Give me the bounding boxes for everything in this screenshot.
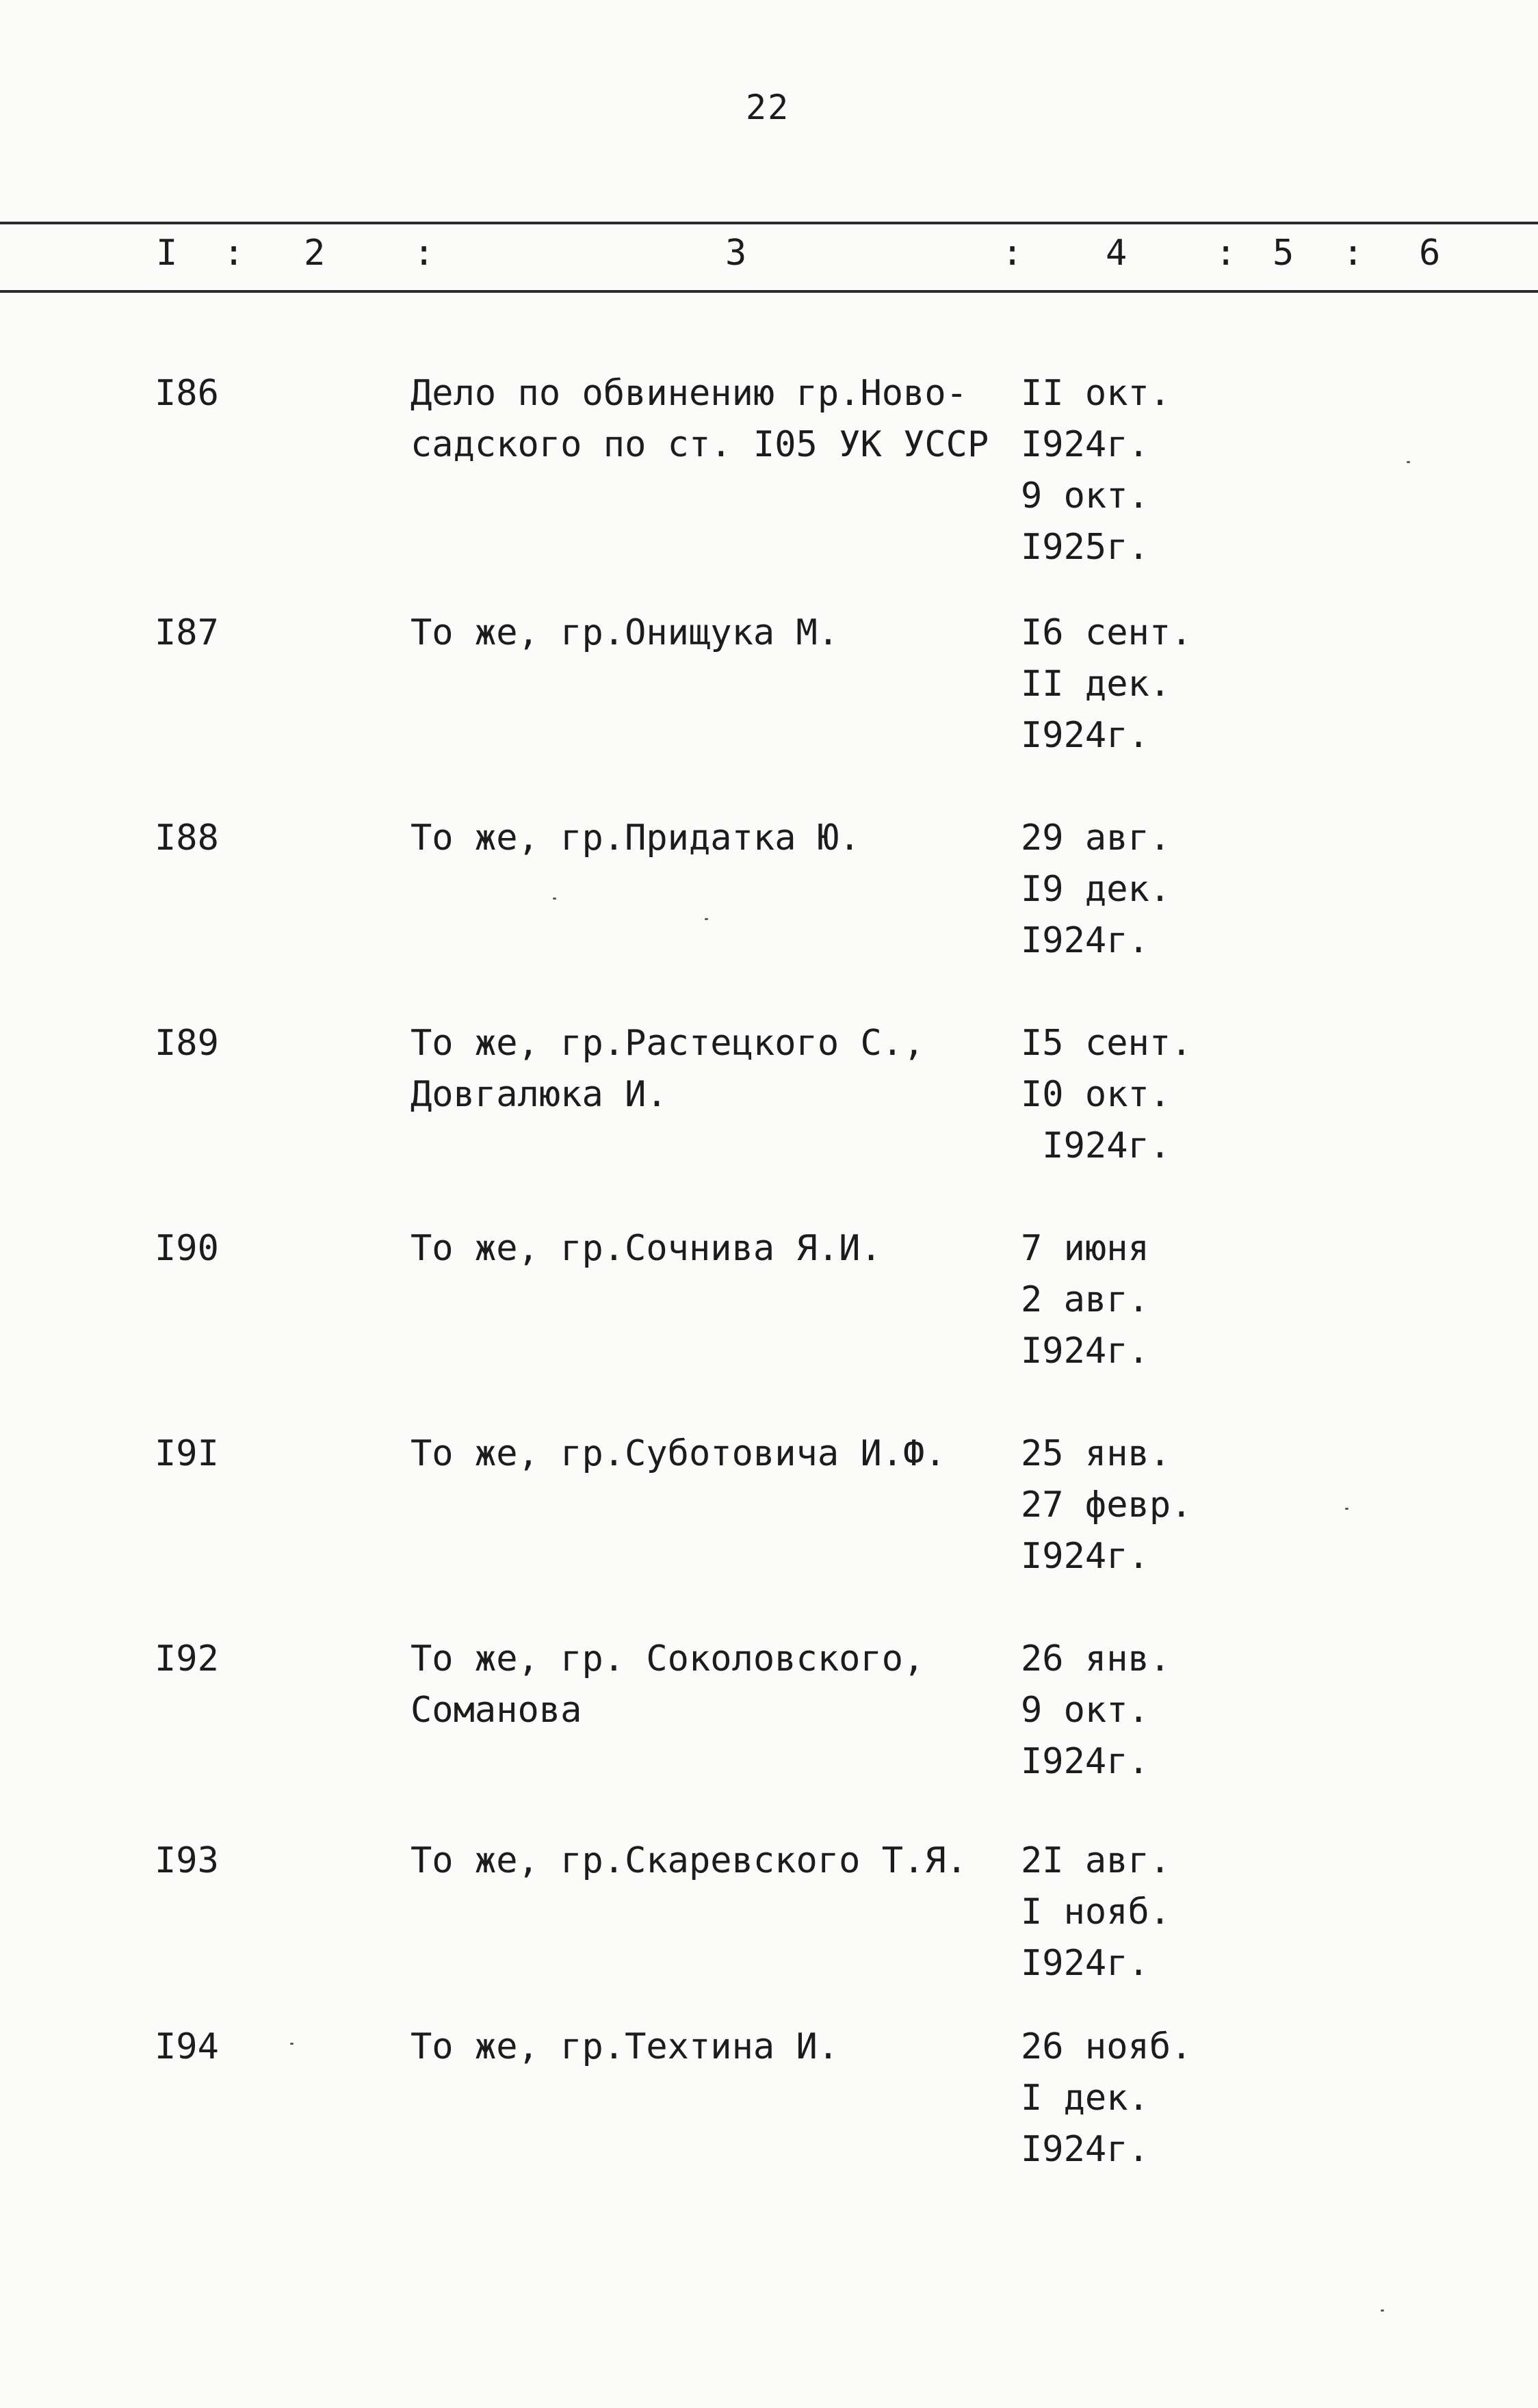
- record-number: I90: [155, 1228, 219, 1269]
- date-line: 25 янв.: [1021, 1433, 1171, 1474]
- header-separator: :: [1342, 233, 1364, 274]
- record-dates: [1021, 2021, 1192, 2175]
- record-dates: [1021, 1835, 1171, 1989]
- date-line: I0 окт.: [1021, 1074, 1171, 1115]
- date-line: I9 дек.: [1021, 869, 1171, 910]
- date-line: I дек.: [1021, 2078, 1149, 2119]
- date-line: I924г.: [1021, 1741, 1149, 1782]
- record-description: [410, 607, 1013, 659]
- date-line: I5 сент.: [1021, 1023, 1192, 1064]
- record-description: [410, 1018, 1013, 1121]
- record-dates: [1021, 1428, 1192, 1582]
- description-line: садского по ст. I05 УК УССР: [410, 424, 989, 465]
- record-number: I9I: [155, 1433, 219, 1474]
- scan-speck: [1345, 1508, 1348, 1510]
- date-line: 26 нояб.: [1021, 2026, 1192, 2067]
- record-description: [410, 1223, 1013, 1274]
- header-col-3: 3: [725, 233, 747, 274]
- record-number: I94: [155, 2026, 219, 2067]
- description-line: То же, гр.Придатка Ю.: [410, 817, 861, 859]
- description-line: Дело по обвинению гр.Ново-: [410, 373, 967, 414]
- date-line: 7 июня: [1021, 1228, 1149, 1269]
- date-line: 29 авг.: [1021, 817, 1171, 859]
- record-description: [410, 1835, 1013, 1887]
- record-dates: [1021, 607, 1192, 761]
- description-line: То же, гр.Техтина И.: [410, 2026, 839, 2067]
- description-line: То же, гр.Онищука М.: [410, 612, 839, 653]
- scan-speck: [705, 918, 708, 920]
- record-description: [410, 2021, 1013, 2073]
- date-line: I924г.: [1021, 920, 1149, 961]
- header-col-4: 4: [1106, 233, 1128, 274]
- record-number: I92: [155, 1638, 219, 1679]
- date-line: I924г.: [1021, 1943, 1149, 1984]
- date-line: II окт.: [1021, 373, 1171, 414]
- scan-speck: [553, 898, 556, 900]
- header-separator: :: [1215, 233, 1237, 274]
- date-line: 9 окт.: [1021, 1690, 1149, 1731]
- header-separator: :: [223, 233, 245, 274]
- date-line: I924г.: [1021, 1125, 1171, 1166]
- record-description: [410, 1428, 1013, 1480]
- record-number: I93: [155, 1840, 219, 1881]
- table-header-top-rule: [0, 222, 1538, 224]
- date-line: I924г.: [1021, 1331, 1149, 1372]
- header-separator: :: [413, 233, 435, 274]
- record-description: [410, 1634, 1013, 1736]
- record-dates: [1021, 1634, 1171, 1788]
- description-line: То же, гр. Соколовского,: [410, 1638, 925, 1679]
- date-line: 2 авг.: [1021, 1279, 1149, 1320]
- record-dates: [1021, 1223, 1149, 1377]
- date-line: 9 окт.: [1021, 475, 1149, 516]
- date-line: 26 янв.: [1021, 1638, 1171, 1679]
- header-col-6: 6: [1419, 233, 1441, 274]
- header-separator: :: [1002, 233, 1024, 274]
- record-number: I86: [155, 373, 219, 414]
- date-line: I нояб.: [1021, 1892, 1171, 1933]
- record-number: I88: [155, 817, 219, 859]
- record-dates: [1021, 368, 1171, 573]
- description-line: То же, гр.Сочнива Я.И.: [410, 1228, 882, 1269]
- description-line: То же, гр.Растецкого С.,: [410, 1023, 925, 1064]
- date-line: II дек.: [1021, 664, 1171, 705]
- scan-speck: [1381, 2309, 1384, 2312]
- date-line: 2I авг.: [1021, 1840, 1171, 1881]
- date-line: I925г.: [1021, 527, 1149, 568]
- date-line: I924г.: [1021, 715, 1149, 756]
- scan-speck: [1407, 461, 1410, 463]
- description-line: То же, гр.Скаревского Т.Я.: [410, 1840, 967, 1881]
- record-number: I89: [155, 1023, 219, 1064]
- header-col-1: I: [156, 233, 178, 274]
- header-col-5: 5: [1273, 233, 1294, 274]
- page-number: 22: [746, 88, 790, 127]
- date-line: 27 февр.: [1021, 1484, 1192, 1526]
- record-number: I87: [155, 612, 219, 653]
- description-line: Довгалюка И.: [410, 1074, 668, 1115]
- description-line: Соманова: [410, 1690, 582, 1731]
- record-dates: [1021, 813, 1171, 967]
- date-line: I924г.: [1021, 424, 1149, 465]
- date-line: I924г.: [1021, 2129, 1149, 2170]
- record-description: [410, 368, 1013, 471]
- scan-speck: [290, 2043, 294, 2045]
- record-dates: [1021, 1018, 1192, 1172]
- table-header-bottom-rule: [0, 290, 1538, 293]
- date-line: I924г.: [1021, 1536, 1149, 1577]
- header-col-2: 2: [304, 233, 326, 274]
- date-line: I6 сент.: [1021, 612, 1192, 653]
- record-description: [410, 813, 1013, 864]
- description-line: То же, гр.Суботовича И.Ф.: [410, 1433, 946, 1474]
